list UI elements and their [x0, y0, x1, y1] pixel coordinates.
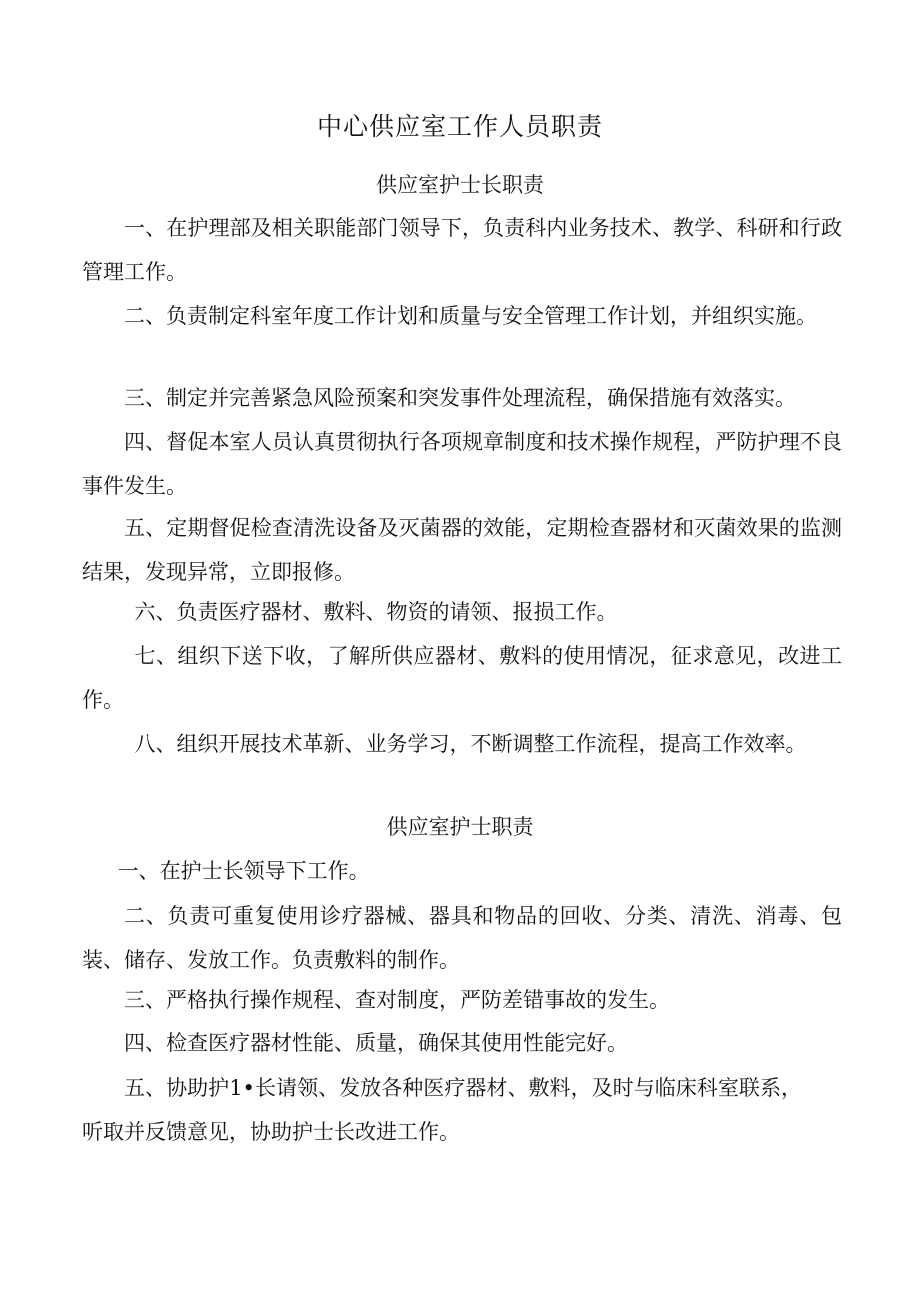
- section-heading-nurse: 供应室护士职责: [386, 815, 534, 839]
- nurse-duty-3: 三、严格执行操作规程、查对制度，严防差错事故的发生。: [124, 988, 670, 1012]
- nurse-duty-2: 二、负责可重复使用诊疗器械、器具和物品的回收、分类、清洗、消毒、包装、储存、发放工作。负责敷料的制作。: [82, 904, 842, 972]
- head-nurse-duty-5: 五、定期督促检查清洗设备及灭菌器的效能，定期检查器材和灭菌效果的监测结果，发现异常，立即报修。: [82, 516, 842, 584]
- nurse-duty-5: 五、协助护1•长请领、发放各种医疗器材、敷料，及时与临床科室联系，听取并反馈意见，协助护士长改进工作。: [82, 1076, 802, 1144]
- head-nurse-duty-7: 七、组织下送下收，了解所供应器材、敷料的使用情况，征求意见，改进工作。: [82, 644, 842, 712]
- document-title: 中心供应室工作人员职责: [316, 112, 603, 141]
- head-nurse-duty-1: 一、在护理部及相关职能部门领导下，负责科内业务技术、教学、科研和行政管理工作。: [82, 216, 842, 284]
- head-nurse-duty-8: 八、组织开展技术革新、业务学习，不断调整工作流程，提高工作效率。: [134, 732, 807, 756]
- nurse-duty-1: 一、在护士长领导下工作。: [117, 859, 370, 883]
- head-nurse-duty-4: 四、督促本室人员认真贯彻执行各项规章制度和技术操作规程，严防护理不良事件发生。: [82, 430, 842, 498]
- section-heading-head-nurse: 供应室护士长职责: [376, 173, 544, 197]
- head-nurse-duty-3: 三、制定并完善紧急风险预案和突发事件处理流程，确保措施有效落实。: [124, 386, 796, 410]
- nurse-duty-4: 四、检查医疗器材性能、质量，确保其使用性能完好。: [124, 1031, 628, 1055]
- head-nurse-duty-2: 二、负责制定科室年度工作计划和质量与安全管理工作计划，并组织实施。: [124, 304, 817, 328]
- head-nurse-duty-6: 六、负责医疗器材、敷料、物资的请领、报损工作。: [134, 600, 618, 624]
